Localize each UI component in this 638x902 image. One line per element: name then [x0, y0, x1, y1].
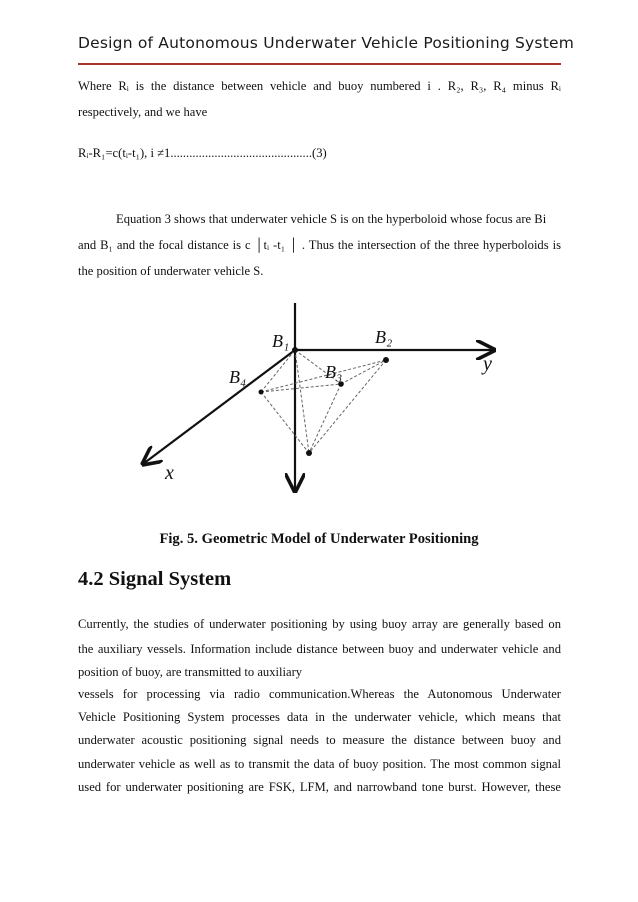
body-line-7: underwater vehicle as well as to transmit the data of buoy position. The most common signal — [78, 757, 561, 771]
x-axis — [143, 350, 295, 464]
intro-line-1: Where Rᵢ is the distance between vehicle and buoy numbered i . R₂, R₃, R₄ minus Rᵢ — [78, 79, 561, 93]
point-b2 — [383, 357, 389, 363]
body-line-6: underwater acoustic positioning signal needs to measure the distance between buoy and — [78, 733, 561, 747]
label-x-axis: x — [165, 462, 174, 484]
equation-3: Rᵢ-R₁=c(tᵢ-t₁), i ≠1.............................................(3) — [78, 146, 327, 160]
body-line-4: vessels for processing via radio communication.Whereas the Autonomous Underwater — [78, 687, 561, 701]
label-y-axis: y — [483, 353, 492, 375]
edge-b3-s — [309, 384, 341, 453]
intro-line-2: respectively, and we have — [78, 105, 208, 119]
body-line-5: Vehicle Positioning System processes data in the underwater vehicle, which means that — [78, 710, 561, 724]
label-b2: B₂ — [375, 327, 393, 347]
label-b3: B₃ — [325, 362, 343, 382]
body-line-8: used for underwater positioning are FSK, LFM, and narrowband tone burst. However, these — [78, 780, 561, 794]
label-b1: B₁ — [272, 331, 290, 351]
body-line-1: Currently, the studies of underwater positioning by using buoy array are generally based on — [78, 617, 561, 631]
explanation-line-1: Equation 3 shows that underwater vehicle S is on the hyperboloid whose focus are Bi — [116, 212, 547, 226]
edge-b2-s — [309, 360, 386, 453]
edge-b1-s — [295, 350, 309, 453]
point-b3 — [338, 381, 344, 387]
label-b4: B₄ — [229, 367, 247, 387]
edge-b4-b2 — [261, 360, 386, 392]
point-b4 — [259, 390, 264, 395]
explanation-line-3: the position of underwater vehicle S. — [78, 264, 264, 278]
section-heading: 4.2 Signal System — [78, 568, 232, 590]
figure-caption: Fig. 5. Geometric Model of Underwater Positioning — [159, 531, 479, 547]
point-vehicle-s — [306, 450, 312, 456]
point-b1 — [292, 347, 298, 353]
explanation-line-2: and B₁ and the focal distance is c │tᵢ -t₁ │ . Thus the intersection of the three hyperboloids is — [78, 238, 561, 252]
running-header: Design of Autonomous Underwater Vehicle Positioning System — [78, 34, 575, 52]
body-line-2: the auxiliary vessels. Information include distance between buoy and underwater vehicle and — [78, 642, 561, 656]
body-line-3: position of buoy, are transmitted to auxiliary — [78, 665, 303, 679]
edge-b3-b2 — [341, 360, 386, 384]
